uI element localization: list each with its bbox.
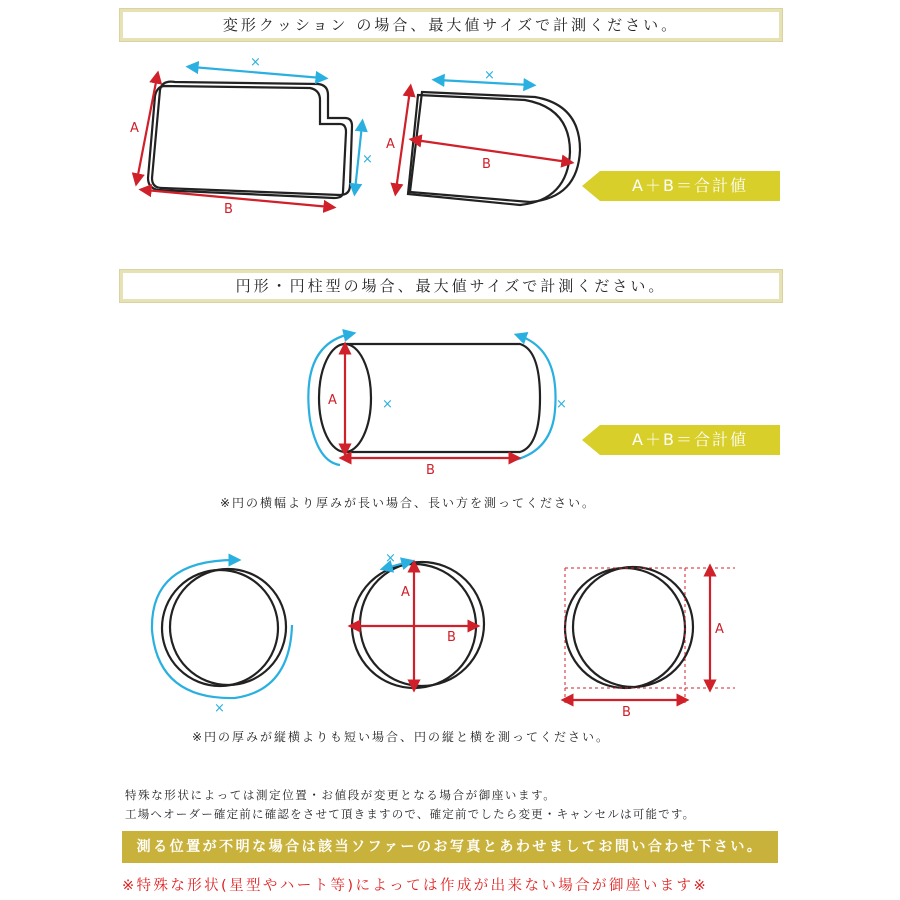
note-cylinder: ※円の横幅より厚みが長い場合、長い方を測ってください。	[220, 496, 597, 510]
footer-line1: 特殊な形状によっては測定位置・お値段が変更となる場合が御座います。	[125, 788, 557, 802]
label-a: A	[401, 585, 410, 600]
disc-1	[162, 569, 286, 686]
section1-header: 変形クッション の場合、最大値サイズで計測ください。	[120, 9, 782, 41]
label-x: ×	[214, 701, 225, 716]
label-b: B	[482, 157, 491, 172]
label-x: ×	[250, 55, 261, 70]
label-x: ×	[556, 397, 567, 412]
label-x: ×	[385, 551, 396, 566]
label-a: A	[386, 137, 395, 152]
footer-line2: 工場へオーダー確定前に確認をさせて頂きますので、確定前でしたら変更・キャンセルは可能です。	[125, 807, 696, 821]
label-x: ×	[362, 152, 373, 167]
contact-banner: 測る位置が不明な場合は該当ソファーのお写真とあわせましてお問い合わせ下さい。	[122, 831, 778, 863]
x-arrow	[355, 125, 362, 190]
a-arrow	[396, 90, 410, 190]
label-x: ×	[484, 68, 495, 83]
label-x: ×	[382, 397, 393, 412]
warning-text: ※特殊な形状(星型やハート等)によっては作成が出来ない場合が御座います※	[122, 878, 709, 894]
label-b: B	[426, 463, 435, 478]
sum-tag-1: A＋B＝合計値	[600, 171, 780, 201]
label-a: A	[715, 622, 724, 637]
d-cushion-shape	[408, 92, 580, 205]
b-arrow	[415, 140, 568, 162]
disc-3	[565, 567, 693, 688]
sum-tag-2: A＋B＝合計値	[600, 425, 780, 455]
cylinder-shape	[319, 344, 540, 452]
circumference-arrow	[152, 560, 292, 698]
circumference-arrow	[515, 336, 556, 460]
note-disc: ※円の厚みが縦横よりも短い場合、円の縦と横を測ってください。	[192, 730, 611, 744]
label-b: B	[622, 705, 631, 720]
label-b: B	[447, 630, 456, 645]
section2-header: 円形・円柱型の場合、最大値サイズで計測ください。	[120, 270, 782, 302]
label-a: A	[328, 393, 337, 408]
l-cushion-shape	[148, 82, 352, 198]
label-b: B	[224, 202, 233, 217]
label-a: A	[130, 121, 139, 136]
